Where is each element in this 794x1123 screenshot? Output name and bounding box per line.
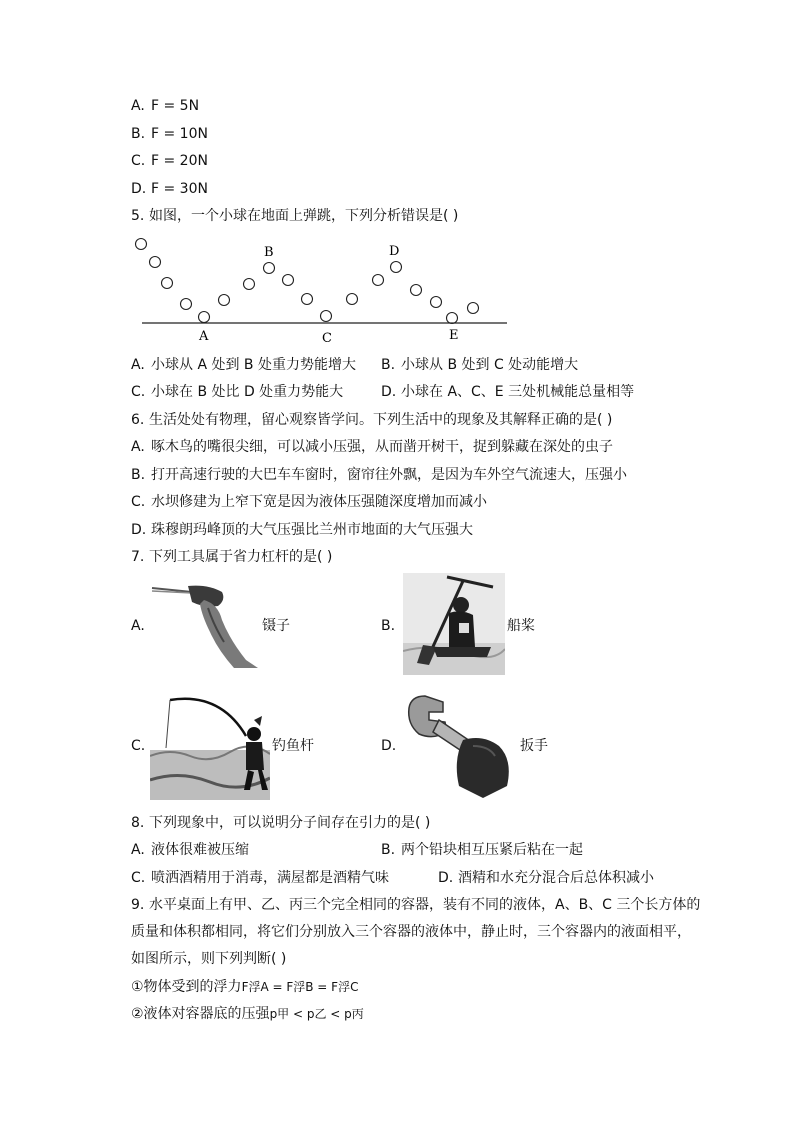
q7-stem: 7. 下列工具属于省力杠杆的是( ) (131, 549, 333, 565)
q6-option-c: C. 水坝修建为上窄下宽是因为液体压强随深度增加而减小 (131, 494, 487, 510)
q4-option-c: C. F = 20N (131, 153, 208, 169)
label-b: B (264, 245, 274, 260)
q5-option-a: A. 小球从 A 处到 B 处重力势能增大 (131, 357, 356, 373)
q7-option-a-letter: A. (131, 618, 145, 634)
q9-statement-1: ①物体受到的浮力F浮A = F浮B = F浮C (131, 979, 359, 995)
q8-option-c: C. 喷洒酒精用于消毒，满屋都是酒精气味 (131, 870, 389, 886)
paddle-photo (403, 573, 505, 675)
q9-stem-line1: 9. 水平桌面上有甲、乙、丙三个完全相同的容器，装有不同的液体，A、B、C 三个长方体的 (131, 897, 701, 913)
q5-option-b: B. 小球从 B 处到 C 处动能增大 (381, 357, 579, 373)
q7-option-d-letter: D. (381, 738, 397, 754)
label-d: D (389, 244, 400, 259)
q7-option-a-text: 镊子 (262, 618, 290, 634)
q7-option-c-letter: C. (131, 738, 146, 754)
q4-option-d: D. F = 30N (131, 181, 208, 197)
q6-option-d: D. 珠穆朗玛峰顶的大气压强比兰州市地面的大气压强大 (131, 522, 473, 538)
q9-stem-line3: 如图所示，则下列判断( ) (131, 951, 287, 967)
q6-stem: 6. 生活处处有物理，留心观察皆学问。下列生活中的现象及其解释正确的是( ) (131, 412, 613, 428)
q7-option-b-text: 船桨 (507, 618, 535, 634)
wrench-photo (403, 690, 515, 800)
q9-stem-line2: 质量和体积都相同，将它们分别放入三个容器的液体中，静止时，三个容器内的液面相平， (131, 924, 691, 940)
q5-stem: 5. 如图，一个小球在地面上弹跳，下列分析错误是( ) (131, 208, 459, 224)
q4-option-b: B. F = 10N (131, 126, 208, 142)
q8-option-a: A. 液体很难被压缩 (131, 842, 249, 858)
q8-option-d: D. 酒精和水充分混合后总体积减小 (438, 870, 654, 886)
q6-option-b: B. 打开高速行驶的大巴车车窗时，窗帘往外飘，是因为车外空气流速大，压强小 (131, 467, 627, 483)
bouncing-ball-diagram (130, 232, 520, 350)
q9-statement-2: ②液体对容器底的压强p甲 < p乙 < p丙 (131, 1006, 364, 1022)
label-a: A (199, 329, 209, 344)
q4-option-a: A. F = 5N (131, 98, 200, 114)
q5-option-d: D. 小球在 A、C、E 三处机械能总量相等 (381, 384, 635, 400)
tweezers-photo (148, 580, 260, 670)
q8-option-b: B. 两个铅块相互压紧后粘在一起 (381, 842, 583, 858)
fishing-rod-photo (150, 690, 270, 800)
q7-option-d-text: 扳手 (520, 738, 548, 754)
q6-option-a: A. 啄木鸟的嘴很尖细，可以减小压强，从而凿开树干，捉到躲藏在深处的虫子 (131, 439, 613, 455)
label-e: E (449, 328, 459, 343)
q7-option-c-text: 钓鱼杆 (272, 738, 314, 754)
q7-option-b-letter: B. (381, 618, 396, 634)
q5-option-c: C. 小球在 B 处比 D 处重力势能大 (131, 384, 344, 400)
label-c: C (322, 331, 332, 346)
q8-stem: 8. 下列现象中，可以说明分子间存在引力的是( ) (131, 815, 431, 831)
ball-trajectory (136, 239, 479, 324)
